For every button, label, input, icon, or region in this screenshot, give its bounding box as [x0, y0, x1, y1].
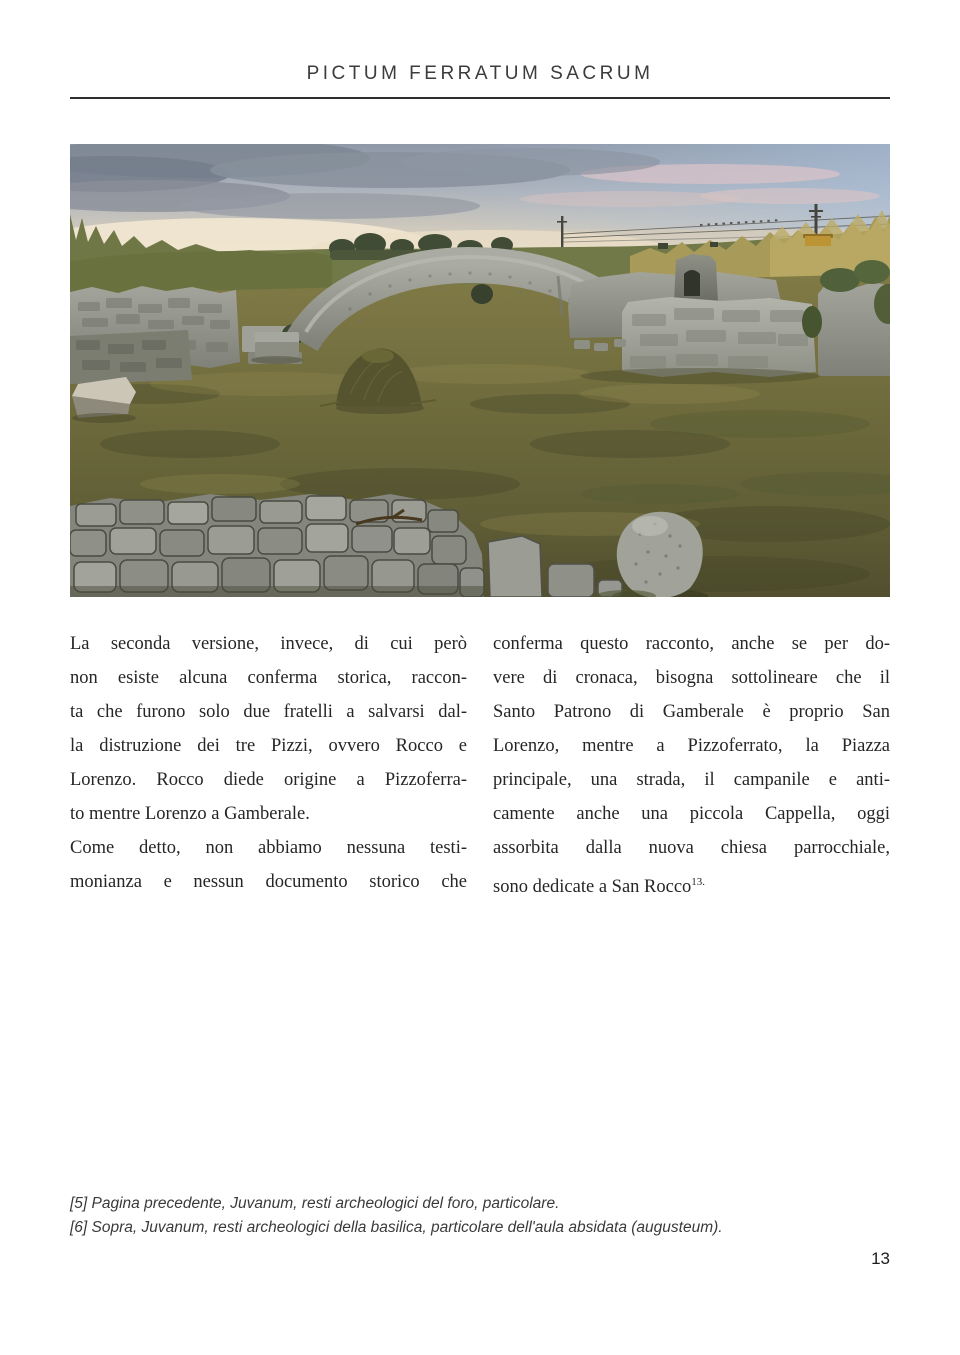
body-text	[70, 627, 890, 904]
text-line: vere di cronaca, bisogna sottolineare che il	[493, 668, 890, 688]
text-line: principale, una strada, il campanile e anti-	[493, 770, 890, 790]
text-line: to mentre Lorenzo a Gamberale.	[70, 804, 310, 824]
caption: [6] Sopra, Juvanum, resti archeologici della basilica, particolare dell'aula absidata (augusteum).	[70, 1219, 723, 1236]
text-line: La seconda versione, invece, di cui però	[70, 634, 467, 654]
right-column	[493, 627, 890, 904]
text-line: non esiste alcuna conferma storica, raccon-	[70, 668, 467, 688]
text-line: Lorenzo, mentre a Pizzoferrato, la Piazza	[493, 736, 890, 756]
figure-captions	[70, 1192, 910, 1240]
ruins-photo-illustration	[70, 144, 890, 597]
text-line: monianza e nessun documento storico che	[70, 872, 467, 892]
page-title: PICTUM FERRATUM SACRUM	[306, 63, 654, 84]
caption: [5] Pagina precedente, Juvanum, resti archeologici del foro, particolare.	[70, 1195, 560, 1212]
text-line: ta che furono solo due fratelli a salvarsi dal-	[70, 702, 467, 722]
header-divider	[70, 97, 890, 99]
text-line: la distruzione dei tre Pizzi, ovvero Rocco e	[70, 736, 467, 756]
text-line: assorbita dalla nuova chiesa parrocchiale,	[493, 838, 890, 858]
ruins-photo	[70, 144, 890, 597]
text-line: conferma questo racconto, anche se per do-	[493, 634, 890, 654]
text-line: Santo Patrono di Gamberale è proprio San	[493, 702, 890, 722]
page-number: 13	[871, 1249, 890, 1268]
text-line: Come detto, non abbiamo nessuna testi-	[70, 838, 467, 858]
text-line: camente anche una piccola Cappella, oggi	[493, 804, 890, 824]
left-column	[70, 627, 467, 904]
text-line: Lorenzo. Rocco diede origine a Pizzoferra-	[70, 770, 467, 790]
text-line: sono dedicate a San Rocco$^{13.}$	[493, 876, 706, 897]
